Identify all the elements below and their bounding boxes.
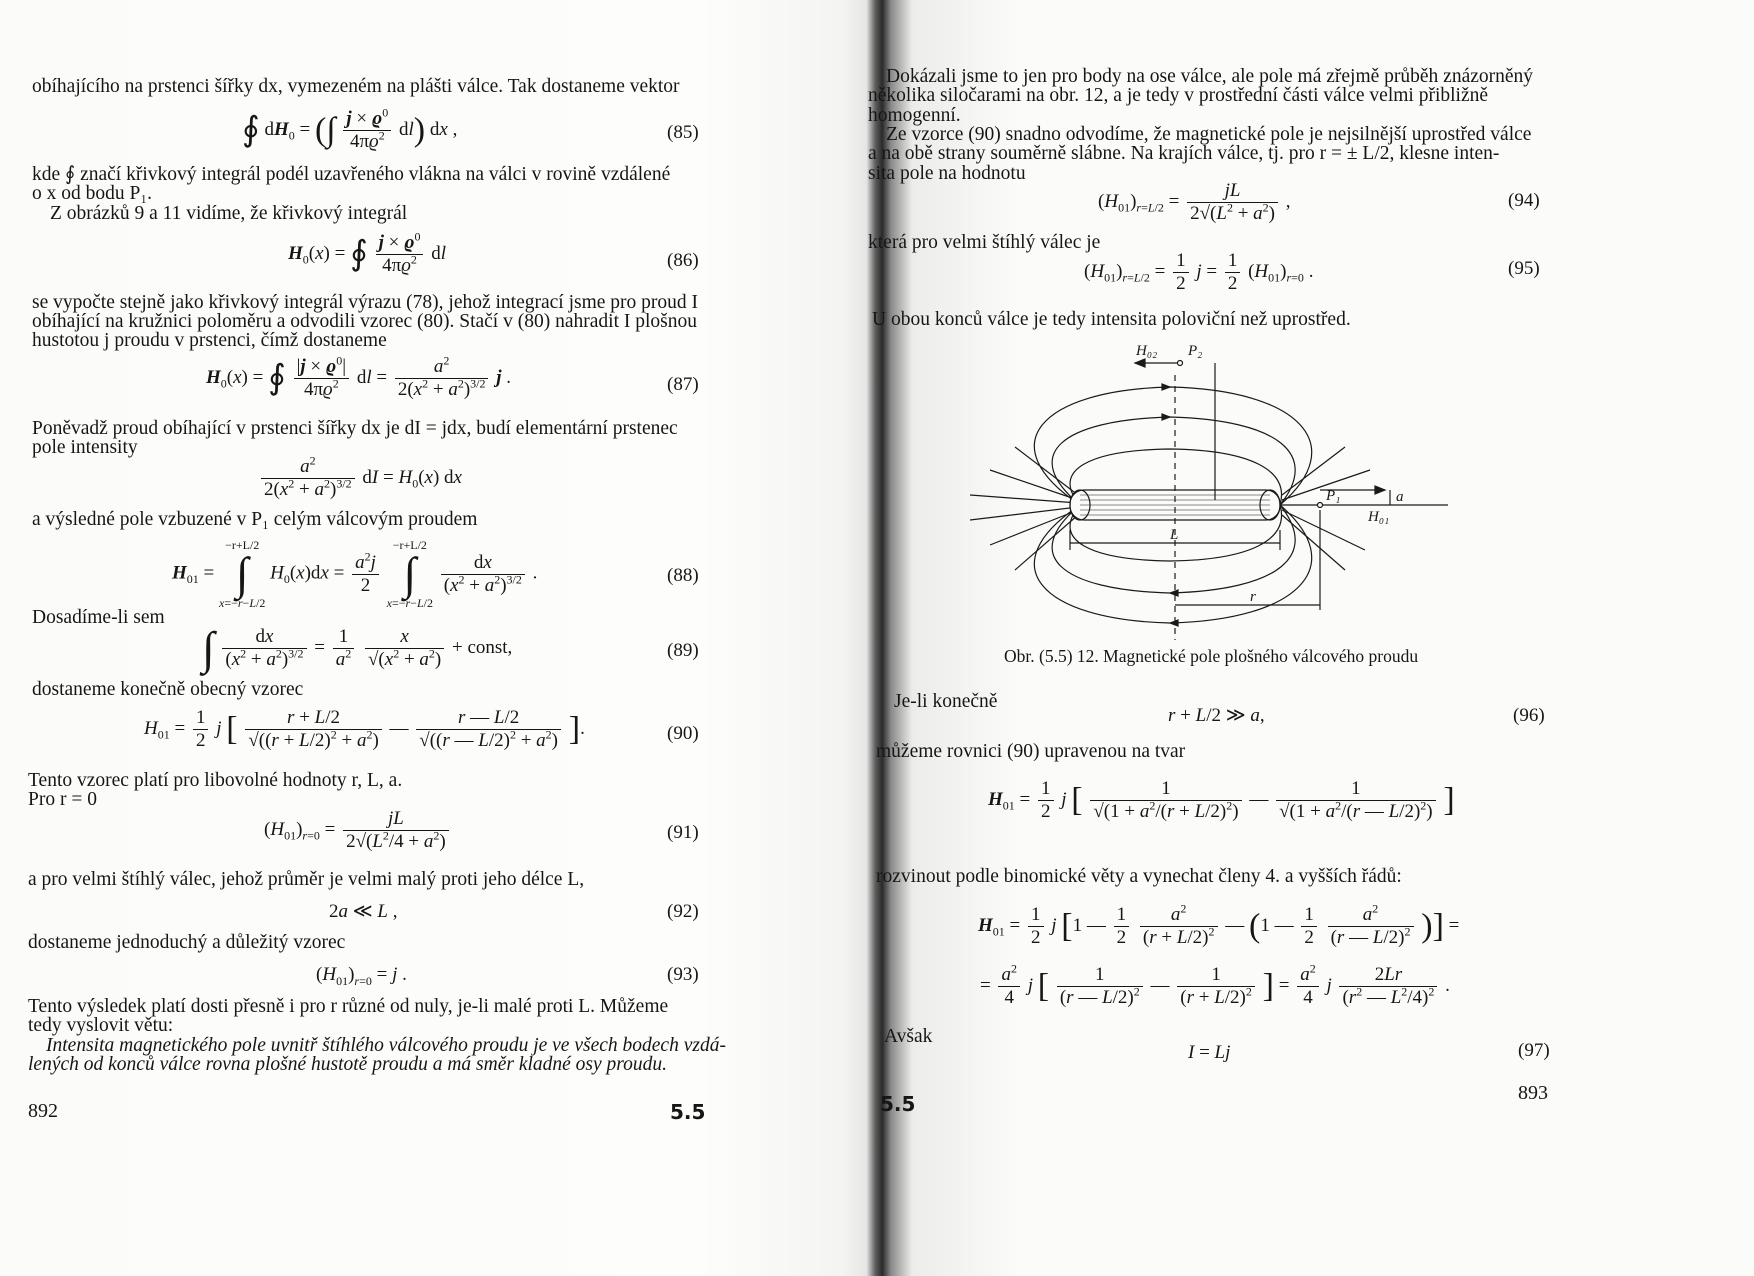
equation-binomial-2: = $\frac{a^2}{4}$ j [ $\frac{1}{(r — L/2)^2}$ — $\frac{1}{(r + L/2)^2}$ ] = $\frac{a^2}{4}$ j $\frac{2Lr}{(r^2 — L^2/4)^2}$ . (980, 961, 1450, 1008)
equation-number: (89) (667, 640, 699, 661)
equation-number: (90) (667, 723, 699, 744)
label-a: a (1396, 489, 1404, 505)
paragraph-line: dostaneme jednoduchý a důležitý vzorec (28, 932, 346, 953)
paragraph-line: obíhajícího na prstenci šířky dx, vymezeném na plášti válce. Tak dostaneme vektor (32, 76, 680, 97)
left-page (0, 0, 860, 1276)
equation-97: I = Lj (1188, 1042, 1231, 1063)
paragraph-line: se vypočte stejně jako křivkový integrál výrazu (78), jehož integrací jsme pro proud I (32, 292, 699, 313)
paragraph-line: pole intensity (32, 437, 138, 458)
theorem-line: lených od konců válce rovna plošné hustotě proudu a má směr kladné osy proudu. (28, 1054, 668, 1075)
equation-expanded-90: $H_{01}$ = $\frac{1}{2}$ j [ $\frac{1}{√(1 + a^2/(r + L/2)^2)}$ — $\frac{1}{√(1 + a^2/(r — L/2)^2)}$ ] (988, 778, 1455, 822)
paragraph-line: hustotou j proudu v prstenci, čímž dostaneme (32, 330, 387, 351)
page-number: 893 (1518, 1082, 1548, 1104)
paragraph-line: Ze vzorce (90) snadno odvodíme, že magnetické pole je nejsilnější uprostřed válce (886, 124, 1532, 145)
theorem-line: Intensita magnetického pole uvnitř štíhlého válcového proudu je ve všech bodech vzdá- (46, 1035, 726, 1056)
paragraph-line: obíhající na kružnici poloměru a odvodili vzorec (80). Stačí v (80) nahradit I plošnou (32, 311, 697, 332)
equation-96: r + L/2 ≫ a, (1168, 705, 1265, 726)
field-line (1034, 387, 1311, 505)
page-number: 892 (28, 1100, 58, 1122)
label-r: r (1250, 589, 1256, 605)
field-line (990, 510, 1078, 545)
paragraph-line: Tento vzorec platí pro libovolné hodnoty r, L, a. (28, 770, 403, 791)
equation-number: (92) (667, 901, 699, 922)
paragraph-line: která pro velmi štíhlý válec je (868, 232, 1101, 253)
equation-number: (96) (1513, 705, 1545, 726)
field-line (1282, 515, 1345, 570)
label-L: L (1170, 527, 1179, 543)
equation-number: (87) (667, 374, 699, 395)
paragraph-line: Pro r = 0 (28, 789, 97, 810)
equation-88: $H_{01} = -r+L/2$ ∫ x=−r−L/2 $H_0(x)dx$ = $\frac{a^2j}{2}$ −r+L/2 ∫ x=−r−L/2 $\frac{dx}{(x^2 + a^2)^{3/2}}$ . (172, 538, 538, 610)
equation-number: (93) (667, 964, 699, 985)
figure-magnetic-field (970, 335, 1450, 645)
paragraph-line: dostaneme konečně obecný vzorec (32, 679, 304, 700)
paragraph-line: o x od bodu P₁. (32, 183, 153, 204)
equation-number: (95) (1508, 258, 1540, 279)
section-number: 5.5 (880, 1092, 916, 1116)
equation-unnumbered: $\frac{a^2}{2(x^2 + a^2)^{3/2}}$ dI = $H_0(x)$ dx (258, 456, 462, 501)
equation-93: $(H_{01})_{r=0} = j$ . (316, 964, 407, 988)
equation-number: (97) (1518, 1040, 1550, 1061)
label-h01: H₀₁ (1368, 509, 1390, 525)
paragraph-line: homogenní. (868, 105, 961, 126)
equation-87: $H_0(x)$ = ∮ $\frac{|j \times ϱ^0|}{4\pi ϱ^2}$ dl = $\frac{a^2}{2(x^2 + a^2)^{3/2}}$ j . (206, 353, 512, 400)
paragraph-line: Je-li konečně (894, 691, 998, 712)
paragraph-line: tedy vyslovit větu: (28, 1015, 174, 1036)
equation-number: (85) (667, 122, 699, 143)
paragraph-line: Avšak (884, 1026, 933, 1047)
paragraph-line: rozvinout podle binomické věty a vynechat členy 4. a vyšších řádů: (876, 866, 1402, 887)
figure-caption: Obr. (5.5) 12. Magnetické pole plošného válcového proudu (1004, 646, 1419, 666)
equation-89: ∫ $\frac{dx}{(x^2 + a^2)^{3/2}}$ = $\frac{1}{a^2}$ $\frac{x}{√(x^2 + a^2)}$ + const, (202, 622, 513, 674)
paragraph-line: a na obě strany souměrně slábne. Na krajích válce, tj. pro r = ± L/2, klesne inten- (868, 143, 1500, 164)
field-line (970, 495, 1078, 503)
equation-90: $H_{01}$ = $\frac{1}{2}$ j [ $\frac{r + L/2}{√((r + L/2)^2 + a^2)}$ — $\frac{r — L/2}{√((r — L/2)^2 + a^2)}$ ]. (144, 707, 585, 751)
field-line (1015, 515, 1078, 570)
paragraph-line: Poněvadž proud obíhající v prstenci šířky dx je dI = jdx, budí elementární prstenec (32, 418, 678, 439)
paragraph-line: Tento výsledek platí dosti přesně i pro r různé od nuly, je-li malé proti L. Můžeme (28, 996, 669, 1017)
equation-binomial-1: $H_{01}$ = $\frac{1}{2}$ j [1 — $\frac{1}{2}$ $\frac{a^2}{(r + L/2)^2}$ — (1 — $\frac{1}{2}$ $\frac{a^2}{(r — L/2)^2}$ )] = (978, 901, 1460, 948)
equation-95: $(H_{01})_{r=L/2}$ = $\frac{1}{2}$ j = $\frac{1}{2}$ $(H_{01})_{r=0}$ . (1084, 250, 1314, 294)
equation-91: $(H_{01})_{r=0}$ = $\frac{jL}{2√(L^2/4 + a^2)}$ (264, 808, 452, 853)
label-p2: P₂ (1188, 343, 1203, 359)
right-page (868, 0, 1754, 1276)
section-number: 5.5 (670, 1100, 706, 1124)
paragraph-line: můžeme rovnici (90) upravenou na tvar (876, 741, 1186, 762)
field-line (1015, 447, 1078, 495)
paragraph-line: a výsledné pole vzbuzené v P₁ celým válcovým proudem (32, 509, 478, 530)
paragraph-line: U obou konců válce je tedy intensita poloviční než uprostřed. (872, 309, 1351, 330)
paragraph-line: Dosadíme-li sem (32, 607, 165, 628)
paragraph-line: Z obrázků 9 a 11 vidíme, že křivkový integrál (50, 203, 408, 224)
equation-86: $H_0(x)$ = ∮ $\frac{j \times ϱ^0}{4\pi ϱ^2}$ dl (288, 229, 446, 276)
equation-92: 2a ≪ L , (329, 901, 398, 922)
paragraph-line: Dokázali jsme to jen pro body na ose válce, ale pole má zřejmě průběh znázorněný (886, 66, 1534, 87)
equation-94: $(H_{01})_{r=L/2}$ = $\frac{jL}{2√(L^2 + a^2)}$ , (1098, 180, 1291, 224)
paragraph-line: kde ∮ značí křivkový integrál podél uzavřeného vlákna na válci v rovině vzdálené (32, 164, 671, 185)
equation-number: (94) (1508, 190, 1540, 211)
paragraph-line: a pro velmi štíhlý válec, jehož průměr je velmi malý proti jeho délce L, (28, 869, 585, 890)
label-h02: H₀₂ (1136, 343, 1158, 359)
paragraph-line: sita pole na hodnotu (868, 163, 1026, 184)
label-p1: P₁ (1326, 488, 1341, 504)
equation-number: (91) (667, 822, 699, 843)
equation-85: ∮ $dH_0$ = (∫ $\frac{j \times ϱ^0}{4\pi ϱ^2}$ dl) dx , (242, 105, 458, 152)
equation-number: (86) (667, 250, 699, 271)
paragraph-line: několika siločarami na obr. 12, a je tedy v prostřední části válce velmi přibližně (868, 85, 1489, 106)
equation-number: (88) (667, 565, 699, 586)
